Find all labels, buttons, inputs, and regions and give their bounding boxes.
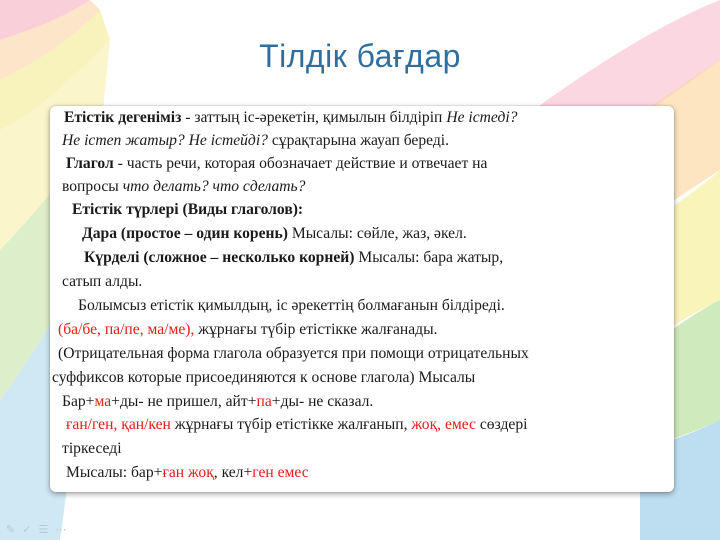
text-segment: Мысалы: бара жатыр, bbox=[354, 249, 504, 266]
text-segment: сатып алды. bbox=[62, 273, 143, 290]
highlighted-text: ған/ген, қан/кен bbox=[66, 416, 171, 433]
text-line bbox=[62, 440, 122, 458]
text-segment: Етістік түрлері (Виды глаголов): bbox=[72, 201, 304, 218]
text-line bbox=[66, 464, 309, 482]
text-segment: , кел+ bbox=[213, 464, 253, 481]
text-segment: сұрақтарына жауап береді. bbox=[267, 132, 450, 149]
text-segment: Етістік дегеніміз bbox=[64, 109, 182, 126]
text-segment: Не істеді? bbox=[446, 109, 518, 126]
text-line bbox=[62, 273, 142, 291]
text-segment: жұрнағы түбір етістікке жалғанады. bbox=[194, 321, 438, 338]
text-line bbox=[64, 109, 517, 127]
text-line bbox=[82, 225, 467, 243]
text-segment: Глагол bbox=[66, 155, 114, 172]
highlighted-text: ген емес bbox=[252, 464, 309, 481]
text-segment: вопросы bbox=[62, 178, 123, 195]
text-line bbox=[66, 155, 487, 173]
highlighted-text: ған жоқ bbox=[162, 464, 214, 481]
text-segment: Бар+ bbox=[62, 393, 95, 410]
slide-footer-icons bbox=[6, 520, 73, 538]
more-icon: ⋯ bbox=[55, 523, 67, 536]
menu-icon: ☰ bbox=[38, 523, 49, 536]
pen-icon: ✎ bbox=[6, 523, 16, 536]
text-line bbox=[62, 132, 449, 150]
text-line bbox=[62, 178, 305, 196]
text-segment: (Отрицательная форма глагола образуется при помощи отрицательных bbox=[58, 345, 529, 362]
text-line bbox=[58, 345, 529, 363]
text-line bbox=[72, 201, 303, 219]
text-segment: Дара (простое – один корень) bbox=[82, 225, 288, 242]
text-segment: сөздері bbox=[475, 416, 528, 433]
slide-title: Тілдік бағдар bbox=[259, 38, 461, 74]
highlighted-text: ма bbox=[94, 393, 112, 410]
check-icon: ✓ bbox=[22, 523, 32, 536]
text-segment: тіркеседі bbox=[62, 440, 122, 457]
text-segment: Не істеп жатыр? Не істейді? bbox=[62, 132, 268, 149]
text-segment: - заттың іс-әрекетін, қимылын білдіріп bbox=[181, 109, 447, 126]
text-line bbox=[66, 416, 527, 434]
highlighted-text: (ба/бе, па/пе, ма/ме), bbox=[58, 321, 195, 338]
text-line bbox=[52, 369, 475, 387]
text-line bbox=[62, 393, 373, 411]
highlighted-text: па bbox=[256, 393, 272, 410]
text-segment: жұрнағы түбір етістікке жалғанып, bbox=[170, 416, 412, 433]
text-segment: Мысалы: сөйле, жаз, әкел. bbox=[287, 225, 467, 242]
text-segment: Күрделі (сложное – несколько корней) bbox=[84, 249, 355, 266]
text-segment: +ды- не пришел, айт+ bbox=[111, 393, 257, 410]
text-segment: Болымсыз етістік қимылдың, іс әрекеттің болмағанын білдіреді. bbox=[78, 297, 505, 314]
text-segment: суффиксов которые присоединяются к основе глагола) Мысалы bbox=[52, 369, 476, 386]
text-segment: что делать? что сделать? bbox=[122, 178, 306, 195]
text-segment: - часть речи, которая обозначает действие и отвечает на bbox=[113, 155, 488, 172]
text-segment: Мысалы: бар+ bbox=[66, 464, 163, 481]
text-segment: +ды- не сказал. bbox=[271, 393, 374, 410]
text-line bbox=[58, 321, 438, 339]
text-line bbox=[78, 297, 505, 315]
text-line bbox=[84, 249, 503, 267]
highlighted-text: жоқ, емес bbox=[411, 416, 476, 433]
